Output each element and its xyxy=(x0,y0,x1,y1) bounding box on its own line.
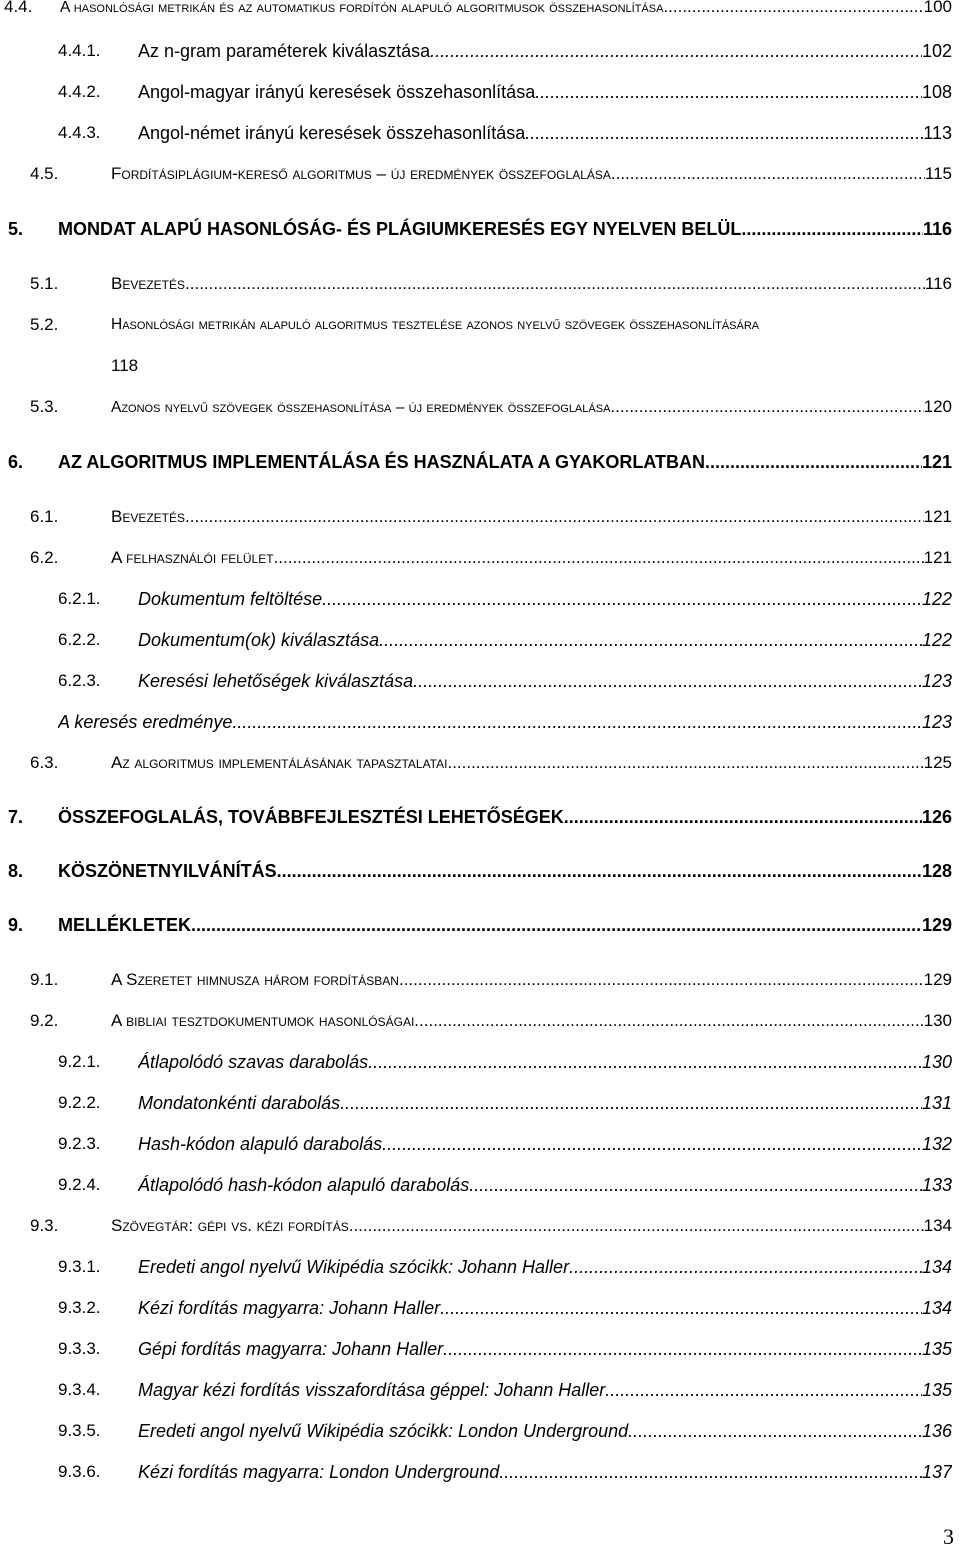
toc-entry[interactable] xyxy=(0,1008,960,1034)
toc-entry-page: 120 xyxy=(923,397,952,416)
toc-entry-line xyxy=(58,709,952,735)
toc-entry-page: 130 xyxy=(921,1052,952,1072)
toc-entry-page: 128 xyxy=(921,861,952,881)
toc-entry-page: 137 xyxy=(921,1462,952,1482)
dot-leader xyxy=(349,1213,924,1239)
dot-leader xyxy=(611,161,925,187)
toc-entry-number: 9.3.6. xyxy=(58,1462,101,1481)
toc-entry-title: KÖSZÖNETNYILVÁNÍTÁS xyxy=(58,861,277,881)
toc-entry-number: 8. xyxy=(8,861,24,881)
toc-entry-number: 9.3.1. xyxy=(58,1257,101,1276)
toc-entry-page: 131 xyxy=(921,1093,952,1113)
toc-entry-title: Gépi fordítás magyarra: Johann Haller xyxy=(138,1339,444,1359)
toc-entry-number: 9.3. xyxy=(30,1216,59,1235)
toc-entry[interactable] xyxy=(0,967,960,993)
toc-entry-page: 135 xyxy=(921,1380,952,1400)
toc-entry[interactable] xyxy=(0,79,960,105)
toc-entry[interactable] xyxy=(0,1213,960,1239)
toc-entry-line xyxy=(138,586,952,612)
toc-entry-title: MELLÉKLETEK xyxy=(58,915,191,935)
toc-entry-title: Fordításiplágium-kereső algoritmus – új eredmények összefoglalása xyxy=(111,164,611,183)
toc-entry-page: 113 xyxy=(923,123,952,143)
toc-entry-title: Kézi fordítás magyarra: Johann Haller xyxy=(138,1298,441,1318)
toc-entry-title: Angol-magyar irányú keresések összehasonlítása xyxy=(138,82,536,102)
toc-chapter[interactable] xyxy=(0,804,960,830)
toc-entry-line xyxy=(138,1131,952,1157)
toc-entry-number: 5.1. xyxy=(30,274,59,293)
dot-leader xyxy=(605,1377,922,1403)
dot-leader xyxy=(191,912,922,938)
dot-leader xyxy=(232,709,922,735)
toc-entry-line xyxy=(138,120,952,146)
toc-entry-number: 4.5. xyxy=(30,164,59,183)
dot-leader xyxy=(535,79,922,105)
toc-entry-line xyxy=(138,668,952,694)
toc-entry-title: Eredeti angol nyelvű Wikipédia szócikk: London Underground xyxy=(138,1421,629,1441)
toc-entry-page: 100 xyxy=(923,0,952,16)
toc-entry-number: 6.1. xyxy=(30,507,59,526)
toc-entry[interactable] xyxy=(0,38,960,64)
toc-entry-title: Bevezetés xyxy=(111,274,186,293)
toc-entry-number: 4.4.1. xyxy=(58,41,101,60)
toc-entry-number: 6. xyxy=(8,452,24,472)
toc-entry-number: 6.3. xyxy=(30,753,59,772)
toc-entry-title: Az algoritmus implementálásának tapasztalatai xyxy=(111,753,448,772)
toc-entry-page: 134 xyxy=(923,1216,952,1235)
toc-entry-line xyxy=(138,1459,952,1485)
toc-entry[interactable] xyxy=(0,504,960,530)
toc-entry-line xyxy=(138,1172,952,1198)
toc-entry-page: 135 xyxy=(921,1339,952,1359)
toc-entry[interactable] xyxy=(0,1418,960,1444)
toc-entry-title: Dokumentum(ok) kiválasztása xyxy=(138,630,380,650)
dot-leader xyxy=(499,1459,922,1485)
toc-entry-line xyxy=(111,750,952,776)
toc-entry-page: 133 xyxy=(921,1175,952,1195)
toc-entry-title: Azonos nyelvű szövegek összehasonlítása – új eredmények összefoglalása xyxy=(111,399,611,416)
toc-entry[interactable] xyxy=(0,1049,960,1075)
toc-entry-title: ÖSSZEFOGLALÁS, TOVÁBBFEJLESZTÉSI LEHETŐSÉGEK xyxy=(58,807,564,827)
toc-entry-number: 9.2. xyxy=(30,1011,59,1030)
toc-entry-line xyxy=(111,545,952,571)
dot-leader xyxy=(430,38,922,64)
toc-entry-line xyxy=(60,0,952,21)
toc-entry-number: 6.2.3. xyxy=(58,671,101,690)
toc-entry-line xyxy=(111,161,952,187)
dot-leader xyxy=(663,0,923,20)
toc-entry-line xyxy=(138,38,952,64)
toc-entry[interactable] xyxy=(0,0,960,20)
toc-entry-page: 122 xyxy=(921,589,952,609)
dot-leader xyxy=(413,668,922,694)
toc-entry-number: 7. xyxy=(8,807,24,827)
dot-leader xyxy=(185,504,924,530)
toc-entry-line xyxy=(138,1254,952,1280)
toc-entry[interactable] xyxy=(0,1377,960,1403)
toc-entry-line xyxy=(138,1336,952,1362)
toc-entry-line xyxy=(58,449,952,475)
toc-entry-number: 9. xyxy=(8,915,24,935)
toc-entry-title: MONDAT ALAPÚ HASONLÓSÁG- ÉS PLÁGIUMKERESÉS EGY NYELVEN BELÜL xyxy=(58,219,742,239)
toc-entry-number: 4.4. xyxy=(4,0,33,16)
toc-entry-page: 126 xyxy=(921,807,952,827)
toc-entry-number: 6.2.2. xyxy=(58,630,101,649)
toc-entry[interactable] xyxy=(0,668,960,694)
toc-entry-title: Dokumentum feltöltése xyxy=(138,589,323,609)
dot-leader xyxy=(414,1008,923,1034)
toc-entry-number: 9.3.5. xyxy=(58,1421,101,1440)
dot-leader xyxy=(379,627,922,653)
toc-entry-number: 9.2.1. xyxy=(58,1052,101,1071)
toc-entry[interactable] xyxy=(0,120,960,146)
dot-leader xyxy=(368,1049,922,1075)
toc-entry-number: 9.2.4. xyxy=(58,1175,101,1194)
toc-entry-number: 5. xyxy=(8,219,24,239)
toc-entry-line xyxy=(111,504,952,530)
dot-leader xyxy=(741,216,923,242)
toc-entry-title: A Szeretet himnusza három fordításban xyxy=(111,970,399,989)
toc-entry-title: Keresési lehetőségek kiválasztása xyxy=(138,671,414,691)
toc-chapter[interactable] xyxy=(0,216,960,242)
toc-entry-page: 136 xyxy=(921,1421,952,1441)
toc-entry-page: 121 xyxy=(923,548,952,567)
toc-entry-number: 5.3. xyxy=(30,397,59,416)
toc-entry-page: 134 xyxy=(921,1298,952,1318)
toc-entry-line xyxy=(111,271,952,297)
dot-leader xyxy=(322,586,922,612)
dot-leader xyxy=(274,545,924,571)
toc-entry-page: 116 xyxy=(922,219,952,239)
toc-entry-line xyxy=(138,1090,952,1116)
toc-entry[interactable] xyxy=(0,1090,960,1116)
toc-entry-title: Hasonlósági metrikán alapuló algoritmus tesztelése azonos nyelvű szövegek összehasonlítására xyxy=(111,316,760,333)
toc-entry[interactable] xyxy=(0,161,960,187)
toc-entry[interactable] xyxy=(0,1254,960,1280)
dot-leader xyxy=(569,1254,922,1280)
toc-entry-title: Az n-gram paraméterek kiválasztása xyxy=(138,41,431,61)
toc-entry[interactable] xyxy=(0,750,960,776)
toc-entry-number: 5.2. xyxy=(30,315,59,334)
toc-chapter[interactable] xyxy=(0,912,960,938)
toc-entry-title: A felhasználói felület xyxy=(111,548,274,567)
toc-entry-title: Eredeti angol nyelvű Wikipédia szócikk: Johann Haller xyxy=(138,1257,570,1277)
toc-entry-line xyxy=(138,627,952,653)
toc-entry-number: 9.3.2. xyxy=(58,1298,101,1317)
toc-entry-line xyxy=(111,1008,952,1034)
toc-entry-title: Átlapolódó hash-kódon alapuló darabolás xyxy=(138,1175,470,1195)
toc-entry-number: 4.4.2. xyxy=(58,82,101,101)
toc-entry-line xyxy=(58,804,952,830)
toc-entry-page: 118 xyxy=(111,356,139,375)
toc-entry-title: Mondatonkénti darabolás xyxy=(138,1093,341,1113)
toc-entry-number: 9.3.3. xyxy=(58,1339,101,1358)
toc-entry[interactable] xyxy=(0,1336,960,1362)
page-number: 3 xyxy=(943,1524,954,1549)
toc-entry-title: A bibliai tesztdokumentumok hasonlóságai xyxy=(111,1011,415,1030)
toc-entry-number: 9.2.3. xyxy=(58,1134,101,1153)
dot-leader xyxy=(443,1336,922,1362)
dot-leader xyxy=(447,750,923,776)
toc-entry-line xyxy=(138,1418,952,1444)
toc-chapter[interactable] xyxy=(0,858,960,884)
dot-leader xyxy=(277,858,922,884)
toc-entry[interactable] xyxy=(0,1131,960,1157)
toc-entry-line xyxy=(58,216,952,242)
toc-entry[interactable] xyxy=(0,1295,960,1321)
dot-leader xyxy=(399,967,924,993)
toc-entry-page: 134 xyxy=(921,1257,952,1277)
toc-entry-number: 9.2.2. xyxy=(58,1093,101,1112)
toc-entry-page: 123 xyxy=(921,712,952,732)
toc-entry-page: 125 xyxy=(923,753,952,772)
toc-entry-page: 130 xyxy=(923,1011,952,1030)
toc-entry-line xyxy=(138,79,952,105)
toc-entry-number: 4.4.3. xyxy=(58,123,101,142)
toc-entry-title: Szövegtár: gépi vs. kézi fordítás xyxy=(111,1216,349,1235)
toc-entry-number: 9.1. xyxy=(30,970,59,989)
toc-entry-title: AZ ALGORITMUS IMPLEMENTÁLÁSA ÉS HASZNÁLATA A GYAKORLATBAN xyxy=(58,452,705,472)
toc-entry-line xyxy=(111,1213,952,1239)
toc-entry-page: 121 xyxy=(921,452,952,472)
toc-entry[interactable] xyxy=(0,394,960,420)
toc-chapter[interactable] xyxy=(0,449,960,475)
toc-entry[interactable] xyxy=(0,1459,960,1485)
toc-entry-page: 132 xyxy=(921,1134,952,1154)
toc-entry-page: 129 xyxy=(923,970,952,989)
toc-entry-line xyxy=(138,1377,952,1403)
dot-leader xyxy=(340,1090,922,1116)
dot-leader xyxy=(610,394,923,420)
toc-entry[interactable] xyxy=(0,545,960,571)
toc-entry[interactable] xyxy=(0,271,960,297)
dot-leader xyxy=(382,1131,922,1157)
toc-entry-line xyxy=(58,912,952,938)
toc-entry-line xyxy=(111,394,952,421)
toc-entry-line xyxy=(138,1049,952,1075)
toc-entry[interactable] xyxy=(0,709,960,735)
toc-entry[interactable] xyxy=(0,627,960,653)
toc-entry-page: 116 xyxy=(924,274,952,293)
toc-entry-title: A hasonlósági metrikán és az automatikus fordítón alapuló algoritmusok összehasonlítása xyxy=(60,0,664,16)
toc-entry-title: A keresés eredménye xyxy=(58,712,233,732)
toc-entry[interactable] xyxy=(0,312,960,375)
toc-entry-number: 6.2.1. xyxy=(58,589,101,608)
toc-entry-page: 102 xyxy=(921,41,952,61)
toc-entry-page: 122 xyxy=(921,630,952,650)
toc-entry-page: 121 xyxy=(923,507,952,526)
toc-entry[interactable] xyxy=(0,586,960,612)
toc-entry-number: 9.3.4. xyxy=(58,1380,101,1399)
toc-entry-page: 129 xyxy=(921,915,952,935)
toc-entry-line xyxy=(58,858,952,884)
toc-entry-title: Átlapolódó szavas darabolás xyxy=(138,1052,369,1072)
toc-entry-page: 108 xyxy=(921,82,952,102)
dot-leader xyxy=(705,449,922,475)
toc-entry-page: 115 xyxy=(924,164,952,183)
toc-entry-line xyxy=(111,967,952,993)
dot-leader xyxy=(564,804,922,830)
dot-leader xyxy=(628,1418,922,1444)
toc-entry-title: Kézi fordítás magyarra: London Underground xyxy=(138,1462,500,1482)
toc-entry-number: 6.2. xyxy=(30,548,59,567)
dot-leader xyxy=(440,1295,922,1321)
toc-entry-title: Magyar kézi fordítás visszafordítása géppel: Johann Haller xyxy=(138,1380,606,1400)
toc-entry[interactable] xyxy=(0,1172,960,1198)
dot-leader xyxy=(469,1172,922,1198)
dot-leader xyxy=(185,271,925,297)
toc-entry-title: Hash-kódon alapuló darabolás xyxy=(138,1134,383,1154)
toc-entry-title: Bevezetés xyxy=(111,507,186,526)
toc-entry-title: Angol-német irányú keresések összehasonlítása xyxy=(138,123,526,143)
toc-entry-line xyxy=(138,1295,952,1321)
toc-entry-page: 123 xyxy=(921,671,952,691)
dot-leader xyxy=(525,120,923,146)
